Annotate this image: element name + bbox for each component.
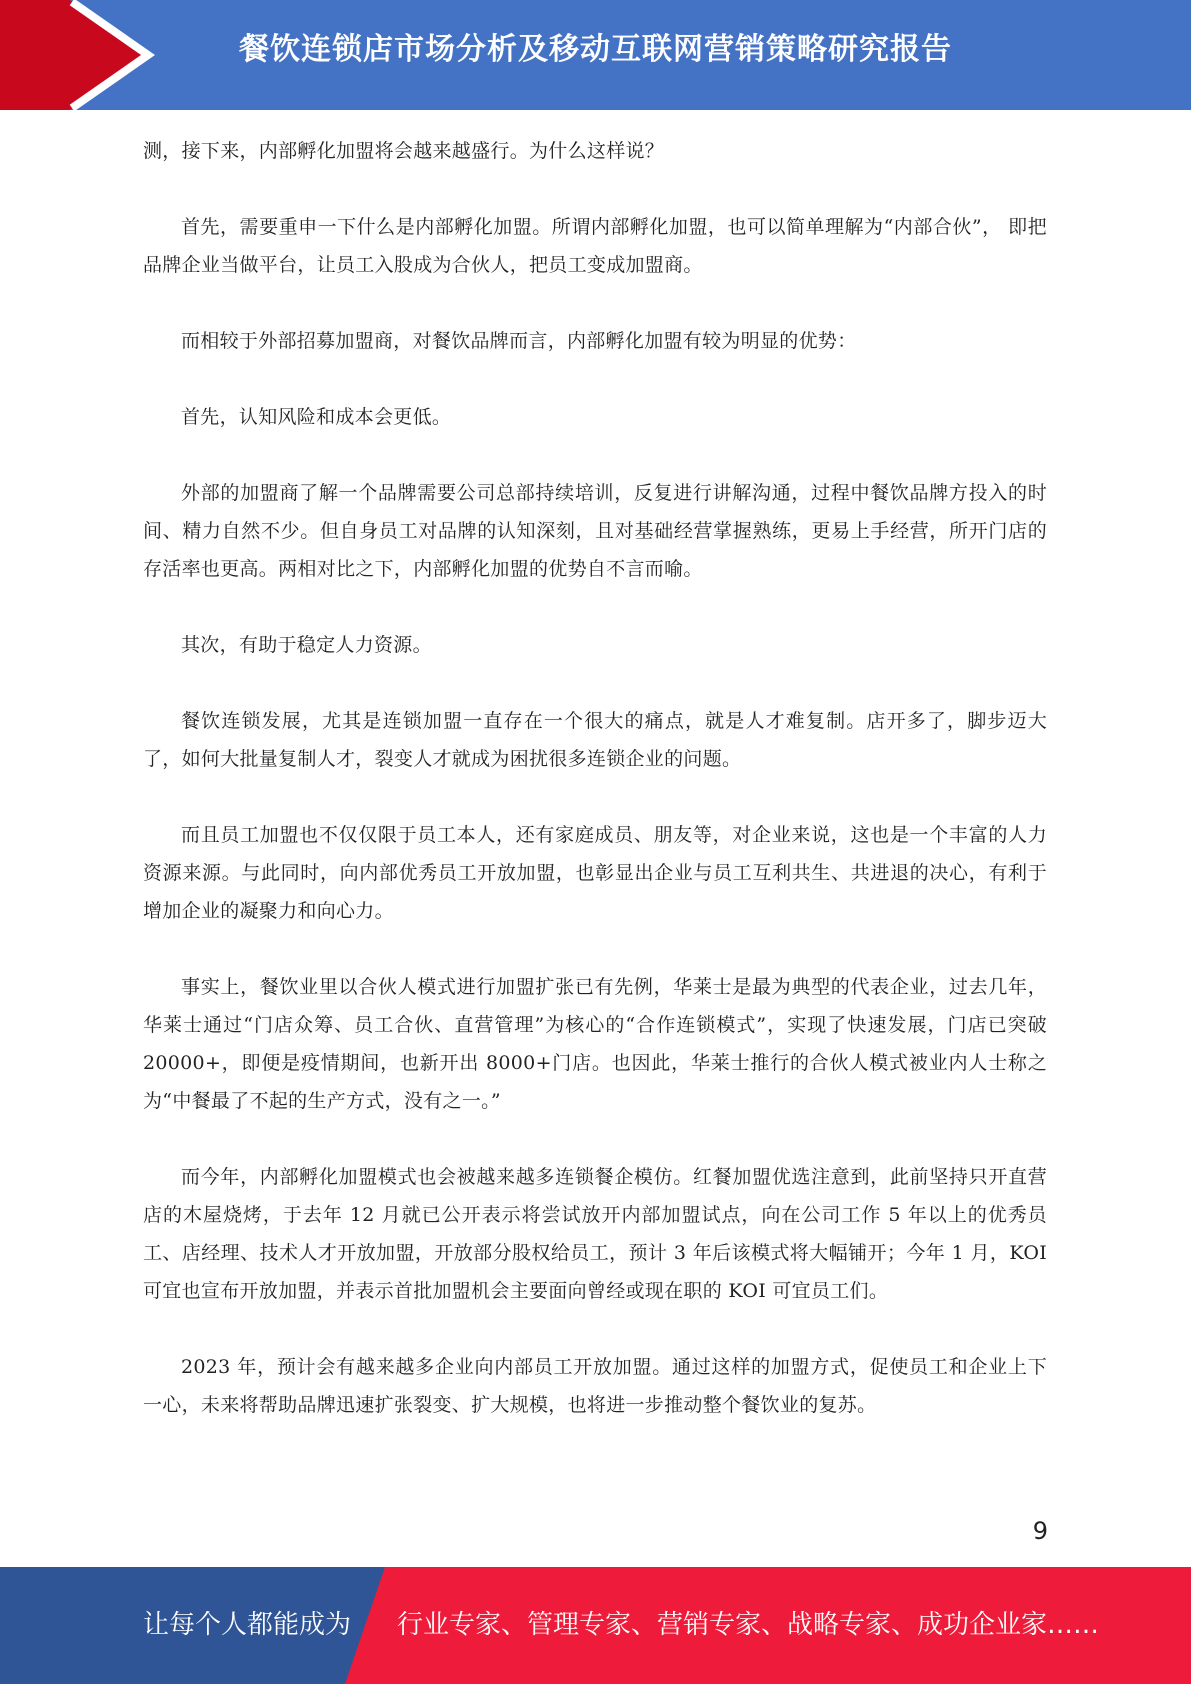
paragraph: 而相较于外部招募加盟商，对餐饮品牌而言，内部孵化加盟有较为明显的优势： — [181, 330, 857, 352]
paragraph: 首先，需要重申一下什么是内部孵化加盟。所谓内部孵化加盟，也可以简单理解为“内部合伙”， 即把品牌企业当做平台，让员工入股成为合伙人，把员工变成加盟商。 — [143, 216, 1047, 276]
report-title: 餐饮连锁店市场分析及移动互联网营销策略研究报告 — [239, 32, 952, 67]
paragraph: 测，接下来，内部孵化加盟将会越来越盛行。为什么这样说？ — [143, 140, 665, 162]
paragraph: 而且员工加盟也不仅仅限于员工本人，还有家庭成员、朋友等，对企业来说，这也是一个丰富的人力资源来源。与此同时，向内部优秀员工开放加盟，也彰显出企业与员工互利共生、共进退的决心，有利于增加企业的凝聚力和向心力。 — [143, 824, 1047, 922]
paragraph: 2023 年，预计会有越来越多企业向内部员工开放加盟。通过这样的加盟方式，促使员工和企业上下一心，未来将帮助品牌迅速扩张裂变、扩大规模，也将进一步推动整个餐饮业的复苏。 — [143, 1356, 1047, 1416]
page-number: 9 — [1032, 1517, 1048, 1545]
document-body — [143, 132, 1047, 1462]
paragraph: 外部的加盟商了解一个品牌需要公司总部持续培训，反复进行讲解沟通，过程中餐饮品牌方投入的时间、精力自然不少。但自身员工对品牌的认知深刻，且对基础经营掌握熟练，更易上手经营，所开门店的存活率也更高。两相对比之下，内部孵化加盟的优势自不言而喻。 — [143, 482, 1047, 580]
footer-slogan-right: 行业专家、管理专家、营销专家、战略专家、成功企业家…… — [397, 1610, 1100, 1640]
paragraph: 其次，有助于稳定人力资源。 — [181, 634, 432, 656]
paragraph: 而今年，内部孵化加盟模式也会被越来越多连锁餐企模仿。红餐加盟优选注意到，此前坚持只开直营店的木屋烧烤，于去年 12 月就已公开表示将尝试放开内部加盟试点，向在公司工作 5 年以上的优秀员工、店经理、技术人才开放加盟，开放部分股权给员工，预计 3 年后该模式将大幅铺开；今年 1 月，KOI 可宜也宣布开放加盟，并表示首批加盟机会主要面向曾经或现在职的 KOI 可宜员工们。 — [143, 1166, 1047, 1302]
paragraph: 首先，认知风险和成本会更低。 — [181, 406, 452, 428]
footer-slogan-left: 让每个人都能成为 — [143, 1610, 352, 1640]
paragraph: 餐饮连锁发展，尤其是连锁加盟一直存在一个很大的痛点，就是人才难复制。店开多了，脚步迈大了，如何大批量复制人才，裂变人才就成为困扰很多连锁企业的问题。 — [143, 710, 1047, 770]
paragraph: 事实上，餐饮业里以合伙人模式进行加盟扩张已有先例，华莱士是最为典型的代表企业，过去几年，华莱士通过“门店众筹、员工合伙、直营管理”为核心的“合作连锁模式”，实现了快速发展，门店已突破 20000+，即便是疫情期间，也新开出 8000+门店。也因此，华莱士推行的合伙人模式被业内人士称之为“中餐最了不起的生产方式，没有之一。” — [143, 976, 1047, 1112]
page-footer — [0, 1567, 1191, 1684]
page-header — [0, 0, 1191, 110]
